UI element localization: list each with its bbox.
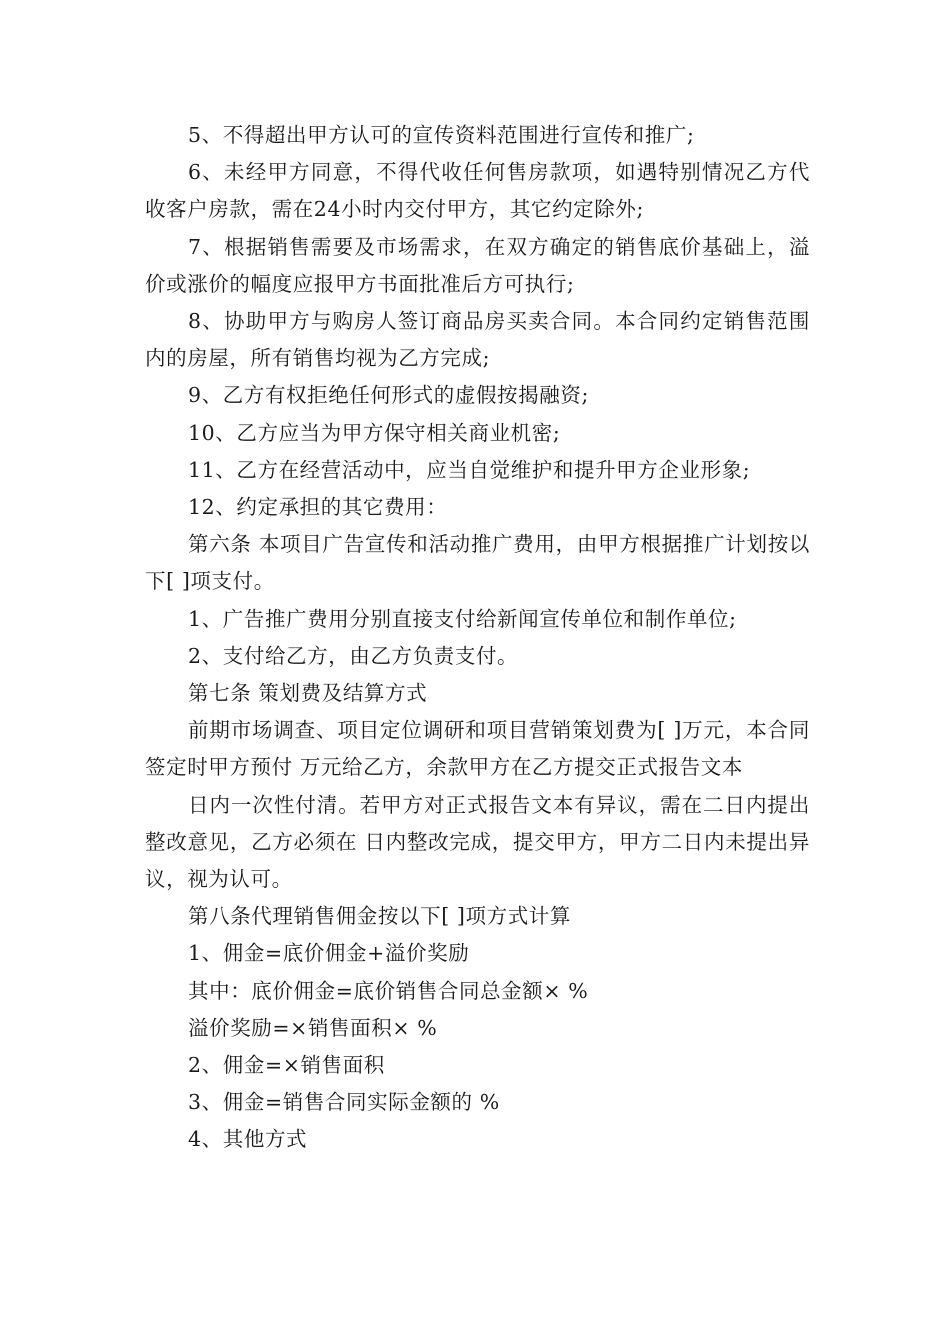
article-7-body-1: 前期市场调查、项目定位调研和项目营销策划费为[ ]万元，本合同签定时甲方预付 万元给乙方，余款甲方在乙方提交正式报告文本: [145, 718, 810, 780]
clause-9: 9、乙方有权拒绝任何形式的虚假按揭融资;: [188, 383, 589, 408]
clause-11: 11、乙方在经营活动中，应当自觉维护和提升甲方企业形象;: [188, 457, 751, 482]
commission-method-4: 4、其他方式: [188, 1127, 308, 1152]
clause-5: 5、不得超出甲方认可的宣传资料范围进行宣传和推广;: [188, 123, 695, 147]
commission-method-1: 1、佣金=底价佣金+溢价奖励: [188, 941, 470, 966]
article-6-heading: 第六条 本项目广告宣传和活动推广费用，由甲方根据推广计划按以下[ ]项支付。: [145, 532, 810, 594]
clause-6: 6、未经甲方同意，不得代收任何售房款项，如遇特别情况乙方代收客户房款，需在24小时内交付甲方，其它约定除外;: [145, 160, 810, 222]
commission-method-2: 2、佣金=×销售面积: [188, 1053, 385, 1078]
clause-10: 10、乙方应当为甲方保守相关商业机密;: [188, 420, 561, 445]
commission-premium-formula: 溢价奖励=×销售面积× %: [188, 1015, 438, 1040]
article-6-option-2: 2、支付给乙方，由乙方负责支付。: [188, 643, 519, 668]
article-7-heading: 第七条 策划费及结算方式: [188, 681, 428, 706]
article-7-body-2: 日内一次性付清。若甲方对正式报告文本有异议，需在二日内提出整改意见，乙方必须在 日内整改完成，提交甲方，甲方二日内未提出异议，视为认可。: [145, 792, 810, 892]
commission-method-3: 3、佣金=销售合同实际金额的 %: [188, 1090, 500, 1115]
article-8-heading: 第八条代理销售佣金按以下[ ]项方式计算: [188, 904, 572, 929]
clause-8: 8、协助甲方与购房人签订商品房买卖合同。本合同约定销售范围内的房屋，所有销售均视为乙方完成;: [145, 309, 810, 371]
article-6-option-1: 1、广告推广费用分别直接支付给新闻宣传单位和制作单位;: [188, 606, 737, 631]
clause-7: 7、根据销售需要及市场需求，在双方确定的销售底价基础上，溢价或涨价的幅度应报甲方书面批准后方可执行;: [145, 234, 810, 296]
commission-base-formula: 其中：底价佣金=底价销售合同总金额× %: [188, 978, 589, 1003]
document-body: [145, 117, 810, 1159]
clause-12: 12、约定承担的其它费用：: [188, 495, 448, 520]
